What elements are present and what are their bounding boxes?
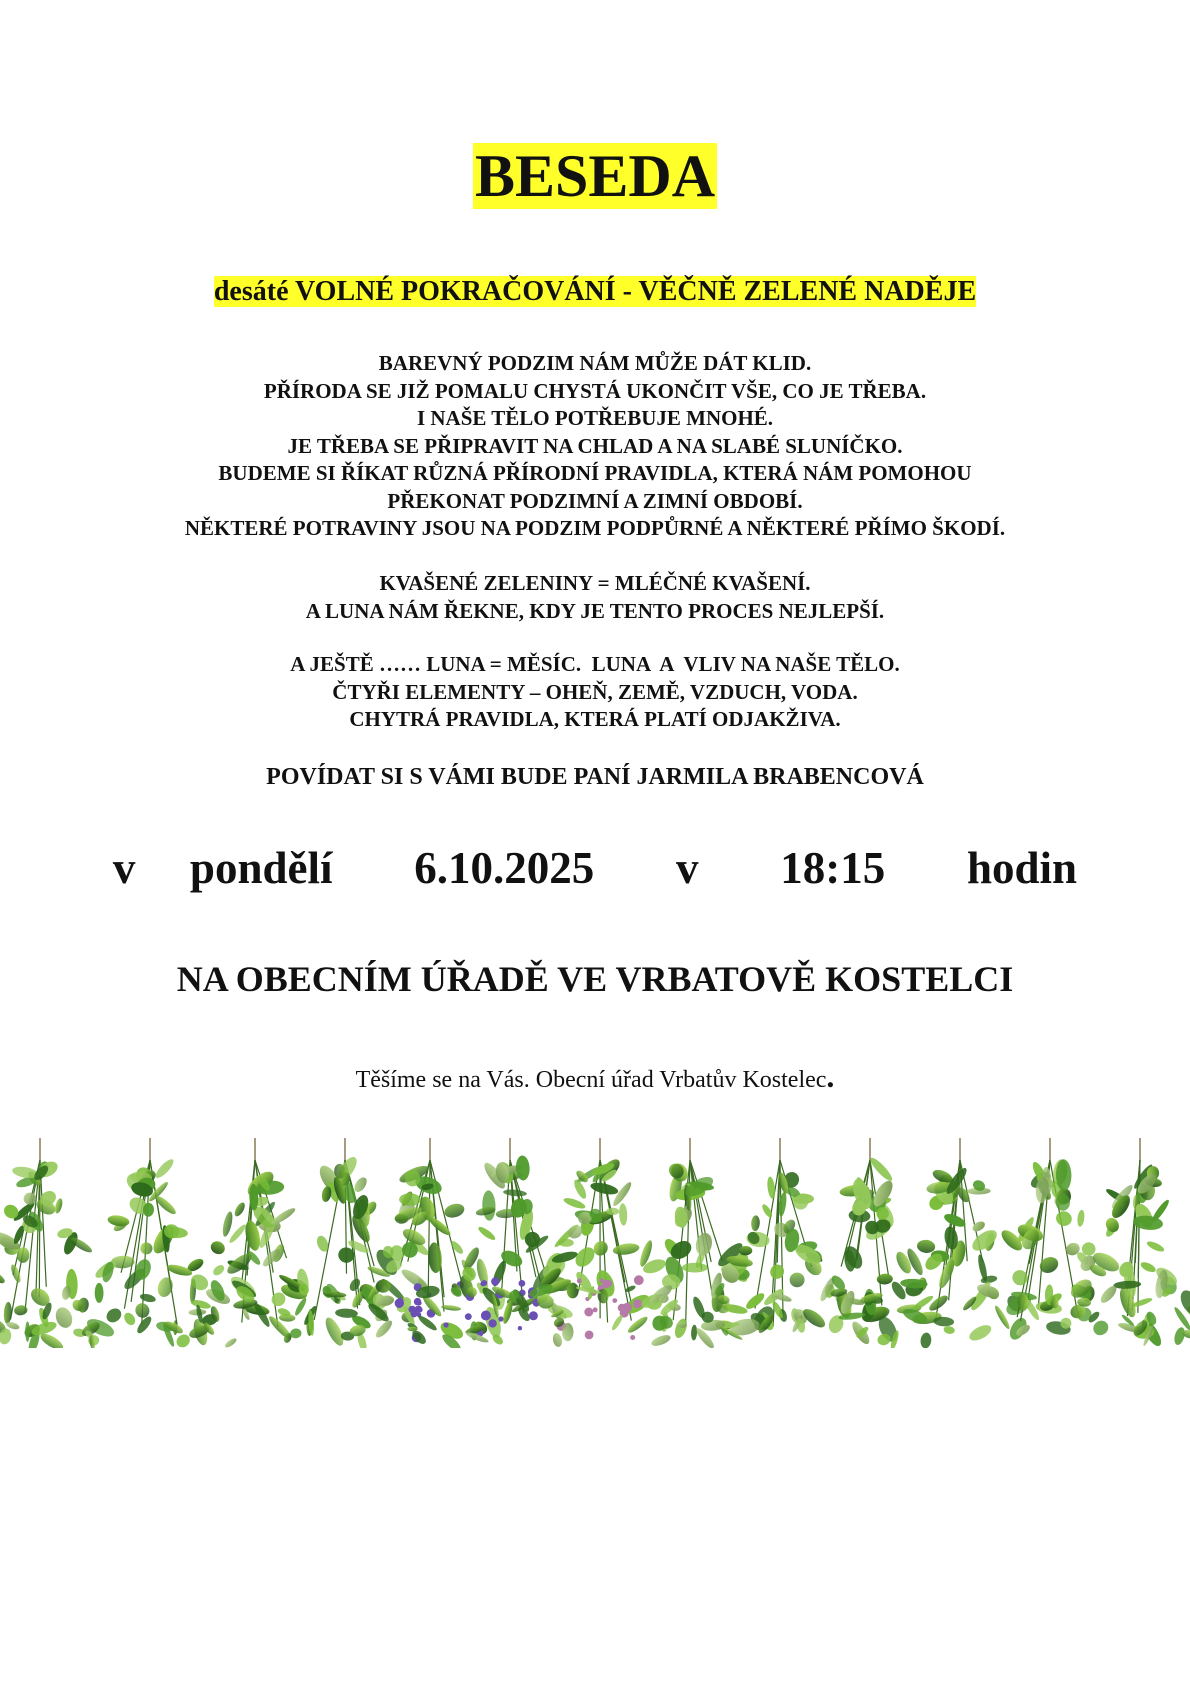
text-line: A LUNA NÁM ŘEKNE, KDY JE TENTO PROCES NEJLEPŠÍ.	[305, 598, 885, 623]
text-line: JE TŘEBA SE PŘIPRAVIT NA CHLAD A NA SLABÉ SLUNÍČKO.	[287, 433, 903, 458]
hanging-herbs-illustration	[0, 1138, 1190, 1348]
greeting-line	[0, 1058, 1190, 1095]
text-line: KVAŠENÉ ZELENINY = MLÉČNÉ KVAŠENÍ.	[379, 571, 811, 595]
herb-bundle	[1088, 1138, 1190, 1348]
herb-bundle	[72, 1138, 211, 1347]
herb-bundle	[458, 1138, 574, 1337]
event-venue: NA OBECNÍM ÚŘADĚ VE VRBATOVĚ KOSTELCI	[176, 959, 1014, 999]
herb-bundle	[638, 1138, 750, 1341]
description-paragraph-1	[0, 350, 1190, 543]
poster-title	[0, 140, 1190, 212]
text-line: ČTYŘI ELEMENTY – OHEŇ, ZEMĚ, VZDUCH, VODA.	[332, 679, 858, 704]
event-datetime: v pondělí 6.10.2025 v 18:15 hodin	[112, 843, 1078, 893]
subtitle-text: desáté VOLNÉ POKRAČOVÁNÍ - VĚČNĚ ZELENÉ NADĚJE	[213, 276, 977, 307]
title-text: BESEDA	[474, 143, 716, 209]
description-paragraph-3	[0, 651, 1190, 734]
greeting-period: .	[826, 1058, 835, 1094]
text-line: BAREVNÝ PODZIM NÁM MŮŽE DÁT KLID.	[378, 351, 812, 375]
text-line: I NAŠE TĚLO POTŘEBUJE MNOHÉ.	[416, 406, 774, 430]
text-line: PŘEKONAT PODZIMNÍ A ZIMNÍ OBDOBÍ.	[387, 488, 803, 513]
text-line: A JEŠTĚ …… LUNA = MĚSÍC. LUNA A VLIV NA NAŠE TĚLO.	[290, 652, 900, 676]
description-paragraph-2	[0, 570, 1190, 625]
text-line: BUDEME SI ŘÍKAT RŮZNÁ PŘÍRODNÍ PRAVIDLA, KTERÁ NÁM POMOHOU	[218, 461, 972, 485]
text-line: NĚKTERÉ POTRAVINY JSOU NA PODZIM PODPŮRNÉ A NĚKTERÉ PŘÍMO ŠKODÍ.	[184, 516, 1006, 540]
text-line: CHYTRÁ PRAVIDLA, KTERÁ PLATÍ ODJAKŽIVA.	[349, 707, 841, 731]
text-line: PŘÍRODA SE JIŽ POMALU CHYSTÁ UKONČIT VŠE, CO JE TŘEBA.	[263, 378, 927, 403]
speaker-line: POVÍDAT SI S VÁMI BUDE PANÍ JARMILA BRABENCOVÁ	[266, 764, 924, 790]
herb-bundles	[0, 1138, 1190, 1348]
poster-subtitle	[0, 274, 1190, 310]
greeting-text: Těšíme se na Vás. Obecní úřad Vrbatův Kostelec	[355, 1067, 827, 1093]
